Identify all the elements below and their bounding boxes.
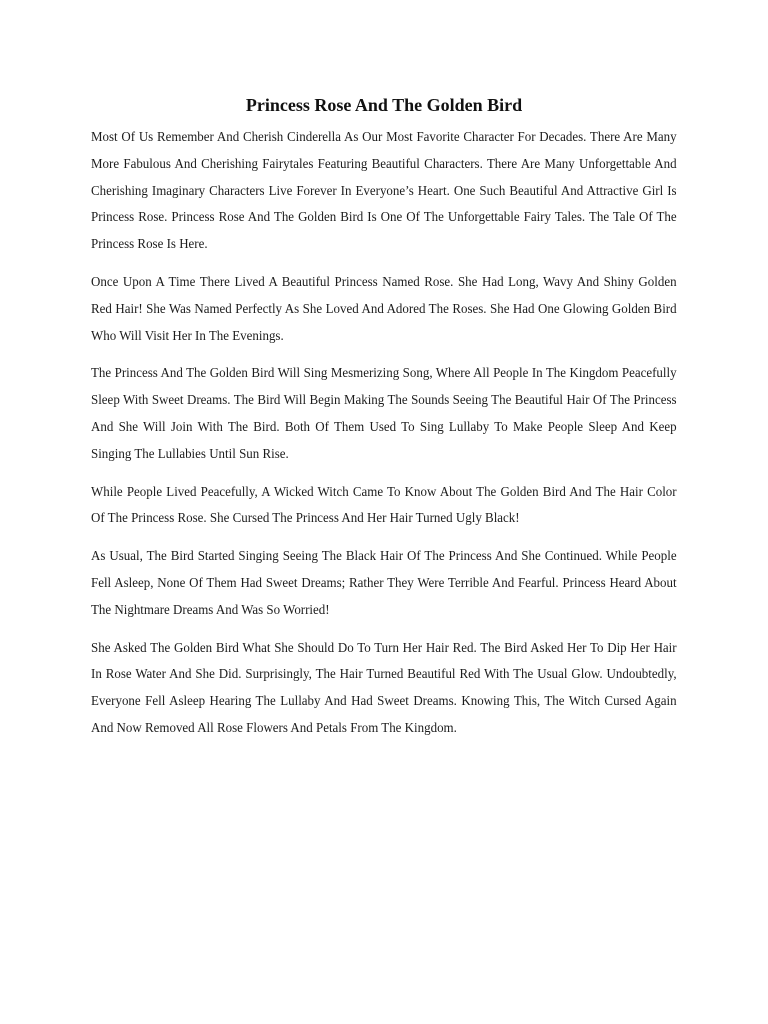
paragraph-3: The Princess And The Golden Bird Will Sing Mesmerizing Song, Where All People In The Kingdom Peacefully Sleep With Sweet Dreams. The Bird Will Begin Making The Sounds Seeing The Beautiful Hair Of The Princess And She Will Join With The Bird. Both Of Them Used To Sing Lullaby To Make People Sleep And Keep Singing The Lullabies Until Sun Rise. [91, 365, 677, 461]
paragraph-6: She Asked The Golden Bird What She Should Do To Turn Her Hair Red. The Bird Asked Her To Dip Her Hair In Rose Water And She Did. Surprisingly, The Hair Turned Beautiful Red With The Usual Glow. Undoubtedly, Everyone Fell Asleep Hearing The Lullaby And Had Sweet Dreams. Knowing This, The Witch Cursed Again And Now Removed All Rose Flowers And Petals From The Kingdom. [91, 639, 677, 735]
paragraph-2: Once Upon A Time There Lived A Beautiful Princess Named Rose. She Had Long, Wavy And Shiny Golden Red Hair! She Was Named Perfectly As She Loved And Adored The Roses. She Had One Glowing Golden Bird Who Will Visit Her In The Evenings. [91, 273, 677, 343]
paragraph-5: As Usual, The Bird Started Singing Seeing The Black Hair Of The Princess And She Continued. While People Fell Asleep, None Of Them Had Sweet Dreams; Rather They Were Terrible And Fearful. Princess Heard About The Nightmare Dreams And Was So Worried! [91, 548, 677, 617]
document-title: Princess Rose And The Golden Bird [245, 95, 523, 115]
paragraph-4: While People Lived Peacefully, A Wicked Witch Came To Know About The Golden Bird And The Hair Color Of The Princess Rose. She Cursed The Princess And Her Hair Turned Ugly Black! [91, 483, 677, 526]
paragraph-1: Most Of Us Remember And Cherish Cinderella As Our Most Favorite Character For Decades. There Are Many More Fabulous And Cherishing Fairytales Featuring Beautiful Characters. There Are Many Unforgettable And Cherishing Imaginary Characters Live Forever In Everyone’s Heart. One Such Beautiful And Attractive Girl Is Princess Rose. Princess Rose And The Golden Bird Is One Of The Unforgettable Fairy Tales. The Tale Of The Princess Rose Is Here. [91, 129, 677, 252]
document-page [91, 92, 677, 753]
